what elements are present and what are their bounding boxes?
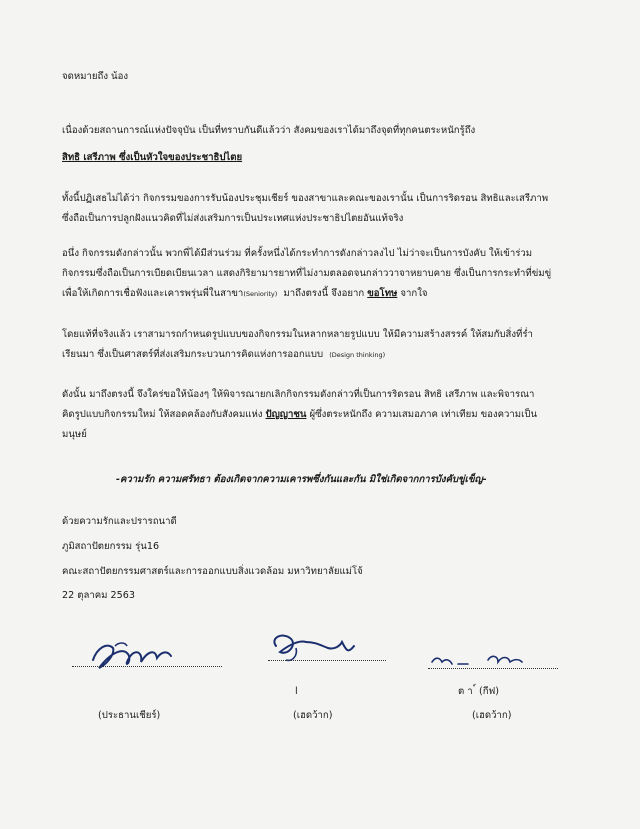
paragraph-3-line-1: อนึ่ง กิจกรรมดังกล่าวนั้น พวกพี่ได้มีส่วนร่วม ที่ครั้งหนึ่งได้กระทำการดังกล่าวลงไป ไม่ว่าจะเป็นการบังคับ ให้เข้าร่วม bbox=[62, 248, 533, 259]
closing: ด้วยความรักและปรารถนาดี bbox=[62, 516, 177, 527]
signature-3-line bbox=[428, 668, 558, 669]
paragraph-1-emphasis: สิทธิ เสรีภาพ ซึ่งเป็นหัวใจของประชาธิปไตย bbox=[62, 152, 243, 163]
faculty: คณะสถาปัตยกรรมศาสตร์และการออกแบบสิ่งแวดล้อม มหาวิทยาลัยแม่โจ้ bbox=[62, 566, 363, 577]
signature-2-line bbox=[268, 660, 386, 661]
paragraph-2-line-1: ทั้งนี้ปฏิเสธไม่ได้ว่า กิจกรรมของการรับน้องประชุมเชียร์ ของสาขาและคณะของเรานั้น เป็นการริดรอน สิทธิและเสรีภาพ bbox=[62, 193, 549, 204]
signature-1-scribble bbox=[85, 638, 195, 678]
paragraph-3-text-e: จากใจ bbox=[400, 288, 428, 299]
paragraph-3-line-2: กิจกรรมซึ่งถือเป็นการเบียดเบียนเวลา แสดงกิริยามารยาทที่ไม่งามตลอดจนกล่าววาจาหยาบคาย ซึ่งเป็นการกระทำที่ข่มขู่ bbox=[62, 268, 552, 279]
salutation: จดหมายถึง น้อง bbox=[62, 71, 129, 82]
signature-2-role: (เฮดว้าก) bbox=[293, 710, 333, 721]
paragraph-5-text-c: ผู้ซึ่งตระหนักถึง ความเสมอภาค เท่าเทียม ของความเป็น bbox=[309, 409, 538, 420]
paragraph-3-line-3 bbox=[62, 284, 428, 304]
sender: ภูมิสถาปัตยกรรม รุ่น16 bbox=[62, 541, 160, 552]
paragraph-3-text-c: มาถึงตรงนี้ จึงอยาก bbox=[283, 288, 365, 299]
paragraph-3-text-a: เพื่อให้เกิดการเชื่อฟังและเคารพรุ่นพี่ในสาขา bbox=[62, 288, 244, 299]
date: 22 ตุลาคม 2563 bbox=[62, 590, 135, 601]
signature-1-role: (ประธานเชียร์) bbox=[98, 710, 161, 721]
signature-1-line bbox=[72, 666, 222, 667]
paragraph-4-line-1: โดยแท้ที่จริงแล้ว เราสามารถกำหนดรูปแบบของกิจกรรมในหลากหลายรูปแบบ ให้มีความสร้างสรรค์ ให้สมกับสิ่งที่ร่ำ bbox=[62, 329, 533, 340]
paragraph-4-text-a: เรียนมา ซึ่งเป็นศาสตร์ที่ส่งเสริมกระบวนการคิดแห่งการออกแบบ bbox=[62, 349, 324, 360]
paragraph-5-line-3: มนุษย์ bbox=[62, 429, 87, 440]
seniority-note: (Seniority) bbox=[243, 290, 278, 298]
paragraph-4-line-2 bbox=[62, 345, 385, 365]
signature-3-role: (เฮดว้าก) bbox=[472, 710, 512, 721]
signature-2-scribble bbox=[262, 628, 372, 668]
paragraph-5-line-2 bbox=[62, 405, 537, 424]
signature-2-name: l bbox=[295, 686, 298, 697]
paragraph-2-line-2: ซึ่งถือเป็นการปลูกฝังแนวคิดที่ไม่ส่งเสริมการเป็นประเทศแห่งประชาธิปไตยอันแท้จริง bbox=[62, 213, 404, 224]
signature-3-name: ต า ์ (กีฟ) bbox=[458, 686, 500, 697]
signature-3-scribble bbox=[428, 648, 548, 670]
paragraph-5-line-1: ดังนั้น มาถึงตรงนี้ จึงใคร่ขอให้น้องๆ ให้พิจารณายกเลิกกิจกรรมดังกล่าวที่เป็นการริดรอน สิทธิ เสรีภาพ และพิจารณา bbox=[62, 389, 535, 400]
design-thinking-note: (Design thinking) bbox=[329, 351, 386, 359]
intellectual-word: ปัญญาชน bbox=[265, 409, 307, 420]
apology-word: ขอโทษ bbox=[367, 288, 398, 299]
paragraph-1: เนื่องด้วยสถานการณ์แห่งปัจจุบัน เป็นที่ทราบกันดีแล้วว่า สังคมของเราได้มาถึงจุดที่ทุกคนตระหนักรู้ถึง bbox=[62, 125, 476, 136]
quote: -ความรัก ความศรัทธา ต้องเกิดจากความเคารพซึ่งกันและกัน มิใช่เกิดจากการบังคับขู่เข็ญ- bbox=[116, 474, 487, 485]
paragraph-5-text-a: คิดรูปแบบกิจกรรมใหม่ ให้สอดคล้องกับสังคมแห่ง bbox=[62, 409, 263, 420]
